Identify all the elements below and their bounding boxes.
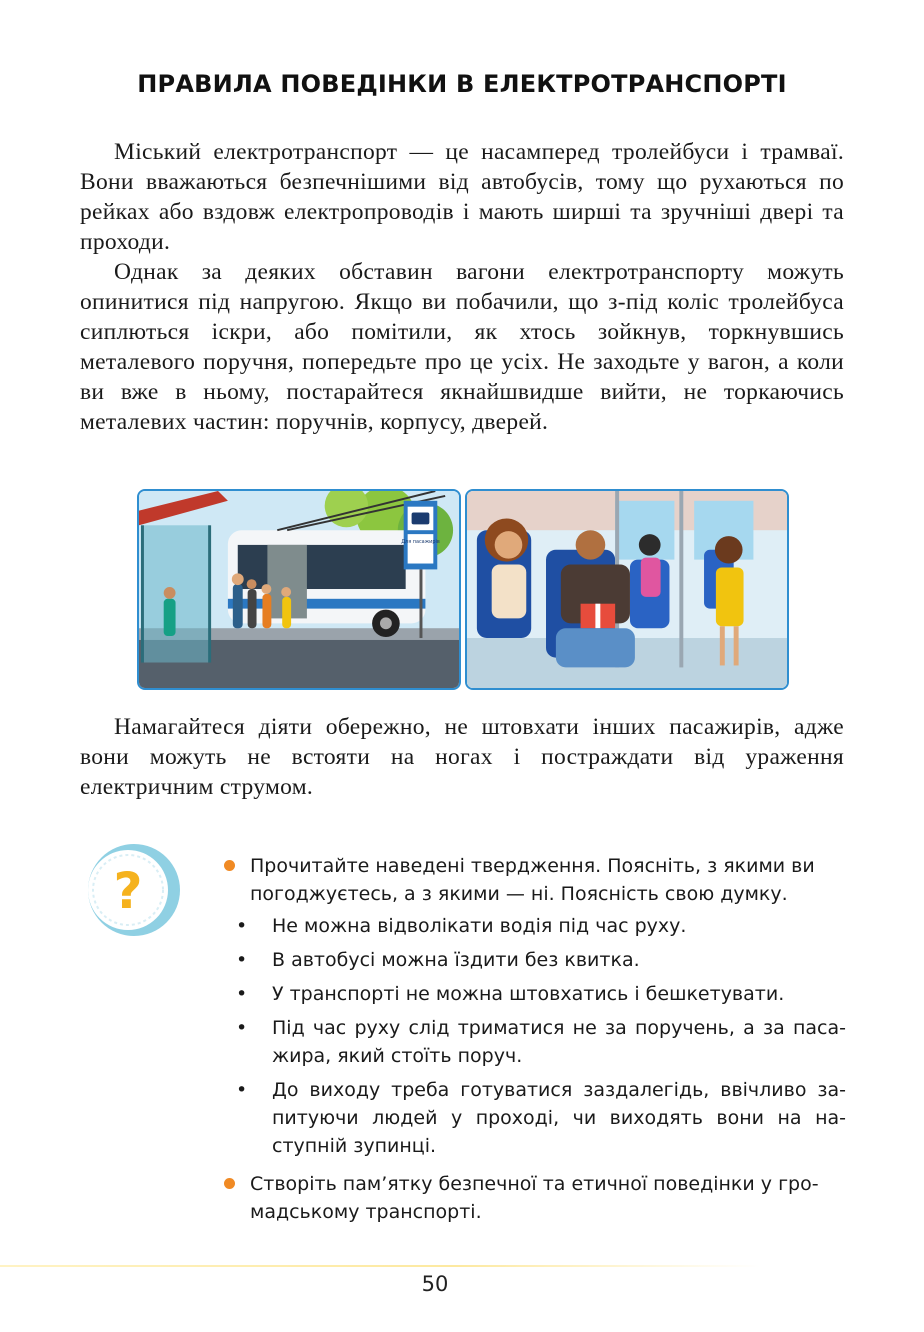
question-icon	[82, 842, 182, 942]
page-title: ПРАВИЛА ПОВЕДІНКИ В ЕЛЕКТРОТРАНСПОРТІ	[137, 70, 787, 98]
trolleybus-stop-illustration	[137, 489, 461, 690]
task-2-text: Створіть пам’ятку безпечної та етичної поведінки у громадському транспорті.	[250, 1173, 819, 1223]
orange-bullet-icon	[224, 860, 235, 871]
paragraph-intro: Міський електротранспорт — це насамперед тролейбуси і трамваї. Вони вважаються безпечнішими від автобусів, тому що рухаються по рейках або вздовж електропроводів і мають ширші та зручніші двері та проходи.	[80, 139, 844, 255]
task-1-text: Прочитайте наведені твердження. Поясніть, з якими ви погоджуєтесь, а з якими — ні. Поясність свою думку.	[250, 855, 815, 905]
statement-item: • Під час руху слід триматися не за поручень, а за пасажира, який стоїть поруч.	[222, 1014, 846, 1070]
statement-item: • У транспорті не можна штовхатись і бешкетувати.	[222, 980, 846, 1008]
bullet-icon: •	[236, 1079, 248, 1101]
orange-bullet-icon	[224, 1178, 235, 1189]
statement-item: • Не можна відволікати водія під час руху.	[222, 912, 846, 940]
stop-sign-text: Для пасажирів	[401, 538, 440, 545]
statement-item: • До виходу треба готуватися заздалегідь, ввічливо запитуючи людей у проході, чи виходять вони на наступній зупинці.	[222, 1076, 846, 1160]
footer-divider	[0, 1265, 760, 1267]
tasks-block	[222, 852, 846, 1226]
bullet-icon: •	[236, 915, 248, 937]
statement-item: • В автобусі можна їздити без квитка.	[222, 946, 846, 974]
bullet-icon: •	[236, 949, 248, 971]
question-mark: ?	[113, 862, 143, 920]
bullet-icon: •	[236, 1017, 248, 1039]
task-item	[222, 1170, 846, 1226]
passengers-inside-illustration	[465, 489, 789, 690]
paragraph-danger: Однак за деяких обставин вагони електротранспорту можуть опинитися під напругою. Якщо ви побачили, що з-під коліс тролейбуса сиплються іскри, або помітили, як хтось зойкнув, торкнувшись металевого поручня, попередьте про це усіх. Не заходьте у вагон, а коли ви вже в ньому, постарайтеся якнайшвидше вийти, не торкаючись металевих частин: поручнів, корпусу, дверей.	[80, 259, 844, 435]
page-number: 50	[421, 1272, 449, 1296]
paragraph-caution: Намагайтеся діяти обережно, не штовхати інших пасажирів, адже вони можуть не встояти на ногах і постраждати від ураження електричним струмом.	[80, 714, 844, 800]
statements-list	[222, 912, 846, 1160]
bullet-icon: •	[236, 983, 248, 1005]
task-item	[222, 852, 846, 908]
